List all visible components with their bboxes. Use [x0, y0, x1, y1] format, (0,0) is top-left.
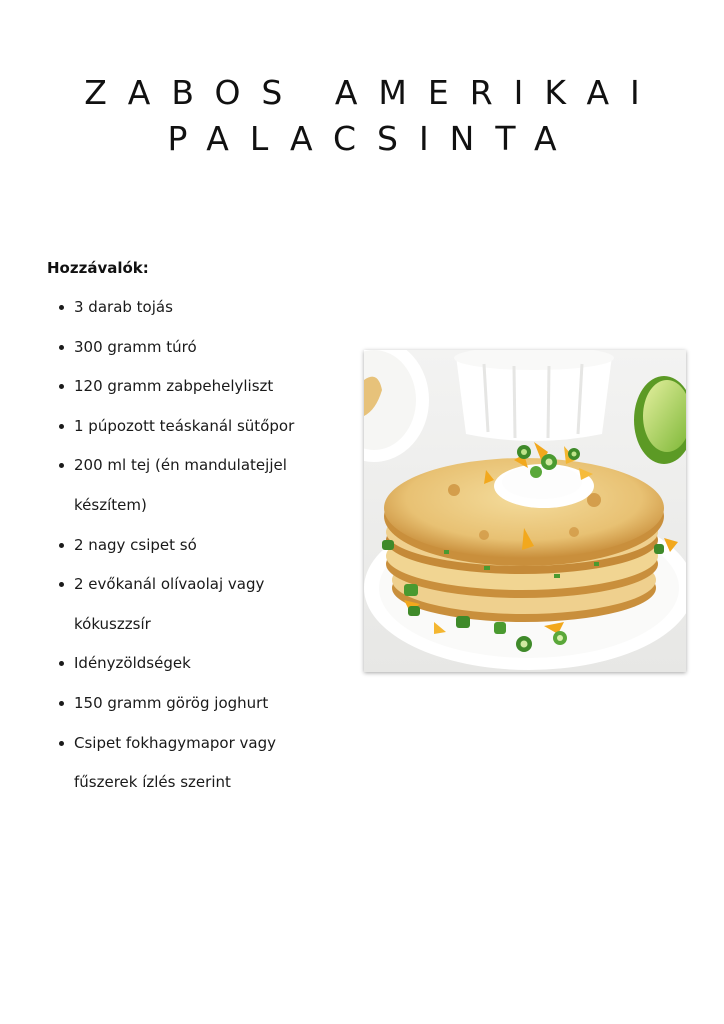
ingredient-item [47, 724, 337, 764]
ingredient-item [47, 526, 337, 566]
ingredient-text: 3 darab tojás [74, 298, 173, 316]
ingredient-text: 150 gramm görög joghurt [74, 693, 269, 712]
title-line-1: ZABOS AMERIKAI [84, 73, 661, 112]
ingredient-item [47, 446, 337, 486]
ingredient-text: 300 gramm túró [74, 337, 197, 356]
ingredient-text: 2 evőkanál olívaolaj vagy [74, 575, 265, 594]
bullet-icon [59, 384, 64, 389]
bullet-icon [59, 463, 64, 468]
ingredients-list [47, 288, 337, 803]
ingredient-item-continuation [47, 486, 337, 526]
bullet-icon [59, 305, 64, 310]
ingredient-item [47, 644, 337, 684]
ingredient-item-continuation [47, 605, 337, 645]
ingredient-text: 1 púpozott teáskanál sütőpor [74, 416, 295, 435]
ingredients-heading: Hozzávalók: [47, 259, 149, 277]
title-line-2: PALACSINTA [167, 119, 578, 158]
bullet-icon [59, 424, 64, 429]
recipe-title [0, 70, 724, 162]
ingredient-text: készítem) [74, 495, 147, 514]
bullet-icon [59, 543, 64, 548]
ingredient-item [47, 367, 337, 407]
ingredient-text: Idényzöldségek [74, 654, 191, 673]
ingredient-item [47, 684, 337, 724]
bullet-icon [59, 741, 64, 746]
ingredient-text: 120 gramm zabpehelyliszt [74, 377, 274, 396]
ingredient-text: kókuszzsír [74, 614, 151, 633]
pancake-photo-illustration [364, 350, 686, 672]
bullet-icon [59, 701, 64, 706]
bullet-icon [59, 661, 64, 666]
pancake-photo [364, 350, 686, 672]
ingredient-item [47, 407, 337, 447]
bullet-icon [59, 345, 64, 350]
bullet-icon [59, 582, 64, 587]
ingredient-item [47, 328, 337, 368]
ingredient-item [47, 565, 337, 605]
ingredient-text: 2 nagy csipet só [74, 535, 197, 554]
ingredient-text: fűszerek ízlés szerint [74, 773, 231, 792]
ingredient-text: 200 ml tej (én mandulatejjel [74, 456, 287, 475]
ingredient-item-continuation [47, 763, 337, 803]
ingredient-text: Csipet fokhagymapor vagy [74, 733, 277, 752]
ingredient-item [47, 288, 337, 328]
